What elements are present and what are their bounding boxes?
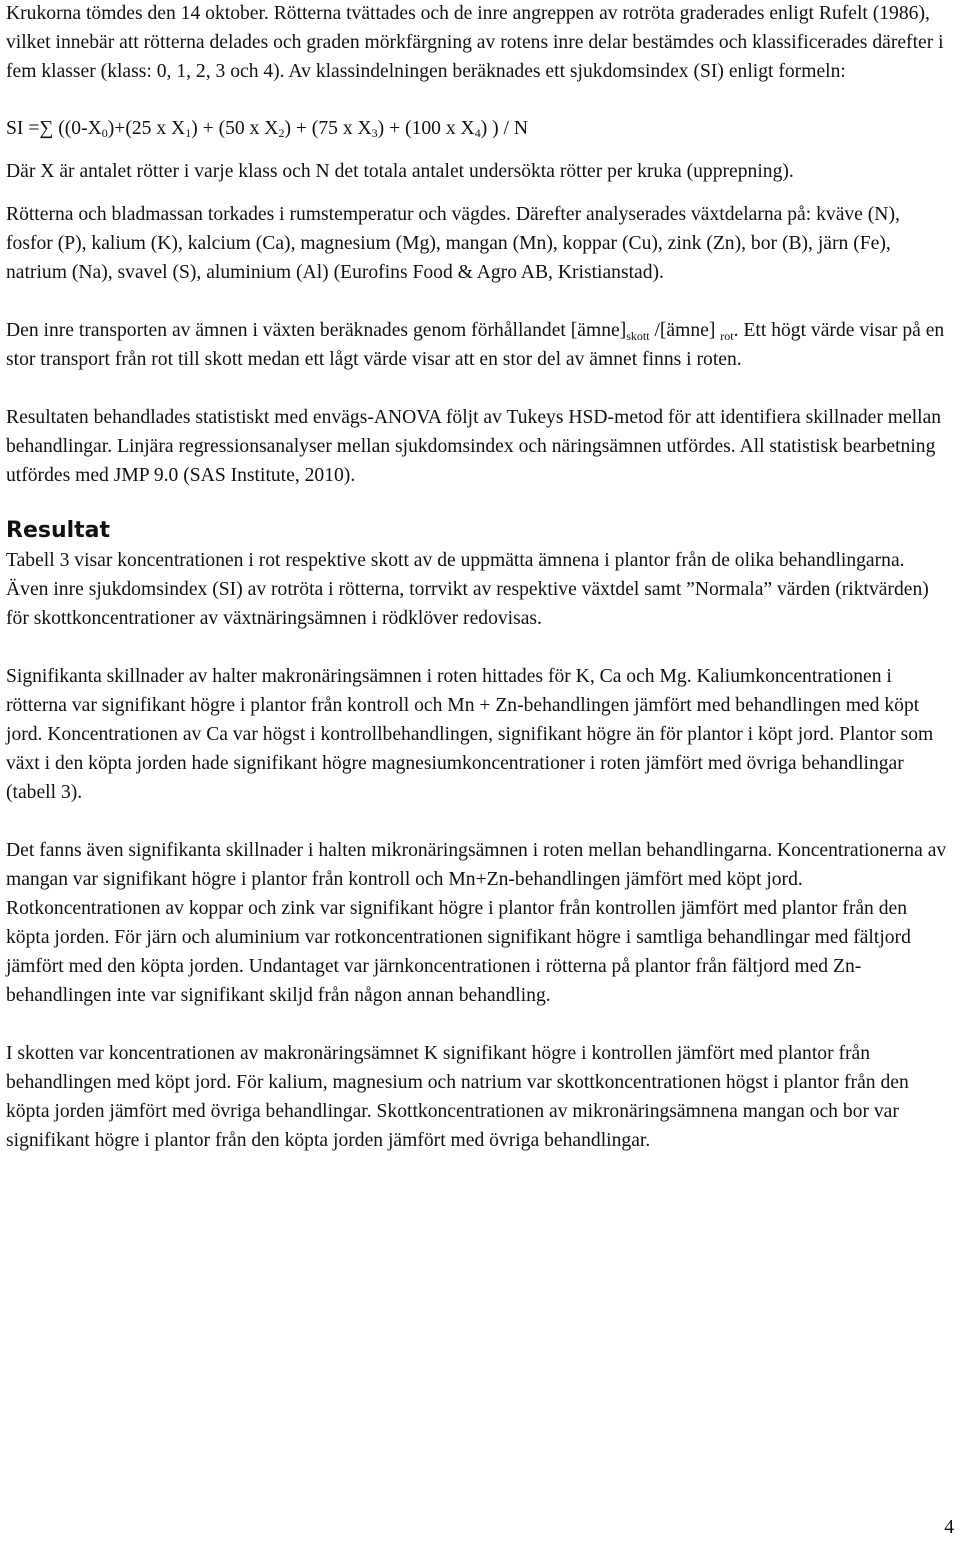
document-page — [6, 0, 950, 1155]
paragraph-root-macronutrients: Signifikanta skillnader av halter makronäringsämnen i roten hittades för K, Ca och Mg. Kaliumkoncentrationen i rötterna var signifikant högre i plantor från kontroll och Mn + Zn-behandlingen jämfört med behandlingen med köpt jord. Koncentrationen av Ca var högst i kontrollbehandlingen, signifikant högre än för plantor i köpt jord. Plantor som växt i den köpta jorden hade signifikant högre magnesiumkoncentrationer i roten jämfört med övriga behandlingar (tabell 3). — [6, 666, 934, 803]
paragraph-formula-explanation: Där X är antalet rötter i varje klass och N det totala antalet undersökta rötter per kruka (upprepning). — [6, 161, 794, 182]
section-heading-results: Resultat — [6, 518, 111, 543]
paragraph-table-3-intro: Tabell 3 visar koncentrationen i rot respektive skott av de uppmätta ämnena i plantor från de olika behandlingarna. Även inre sjukdomsindex (SI) av rotröta i rötterna, torrvikt av respektive växtdel samt ”Normala” värden (riktvärden) för skottkoncentrationer av växtnäringsämnen i rödklöver redovisas. — [6, 550, 929, 629]
paragraph-drying-analysis: Rötterna och bladmassan torkades i rumstemperatur och vägdes. Därefter analyserades växtdelarna på: kväve (N), fosfor (P), kalium (K), kalcium (Ca), magnesium (Mg), mangan (Mn), koppar (Cu), zink (Zn), bor (B), järn (Fe), natrium (Na), svavel (S), aluminium (Al) (Eurofins Food & Agro AB, Kristianstad). — [6, 204, 900, 283]
paragraph-root-micronutrients: Det fanns även signifikanta skillnader i halten mikronäringsämnen i roten mellan behandlingarna. Koncentrationerna av mangan var signifikant högre i plantor från kontroll och Mn+Zn-behandlingen jämfört med köpt jord. Rotkoncentrationen av koppar och zink var signifikant högre i plantor från kontrollen jämfört med plantor från den köpta jorden. För järn och aluminium var rotkoncentrationen signifikant högre i samtliga behandlingar med fältjord jämfört med den köpta jorden. Undantaget var järnkoncentrationen i rötterna på plantor från fältjord med Zn-behandlingen inte var signifikant skiljd från någon annan behandling. — [6, 840, 947, 1006]
paragraph-shoot-concentrations: I skotten var koncentrationen av makronäringsämnet K signifikant högre i kontrollen jämfört med plantor från behandlingen med köpt jord. För kalium, magnesium och natrium var skottkoncentrationen högst i plantor från den köpta jorden jämfört med övriga behandlingar. Skottkoncentrationen av mikronäringsämnena mangan och bor var signifikant högre i plantor från den köpta jorden jämfört med övriga behandlingar. — [6, 1043, 909, 1151]
paragraph-internal-transport: Den inre transporten av ämnen i växten beräknades genom förhållandet $[ämne]_{skott}$ /[ämne] $_{rot}$. Ett högt värde visar på en stor transport från rot till skott medan ett lågt värde visar att en stor del av ämnet finns i roten. — [6, 320, 945, 370]
paragraph-statistics: Resultaten behandlades statistiskt med envägs-ANOVA följt av Tukeys HSD-metod för att identifiera skillnader mellan behandlingar. Linjära regressionsanalyser mellan sjukdomsindex och näringsämnen utfördes. All statistisk bearbetning utfördes med JMP 9.0 (SAS Institute, 2010). — [6, 407, 942, 486]
paragraph-root-grading: Krukorna tömdes den 14 oktober. Rötterna tvättades och de inre angreppen av rotröta graderades enligt Rufelt (1986), vilket innebär att rötterna delades och graden mörkfärgning av rotens inre delar bestämdes och klassificerades därefter i fem klasser (klass: 0, 1, 2, 3 och 4). Av klassindelningen beräknades ett sjukdomsindex (SI) enligt formeln: — [6, 3, 944, 82]
page-number: 4 — [944, 1517, 954, 1538]
disease-index-formula: SI =∑ ($(0-X_0)+(25$ x $X_1) + (50$ x $X_2) + (75$ x $X_3) + (100$ x $X_4$) ) / N — [6, 118, 529, 140]
